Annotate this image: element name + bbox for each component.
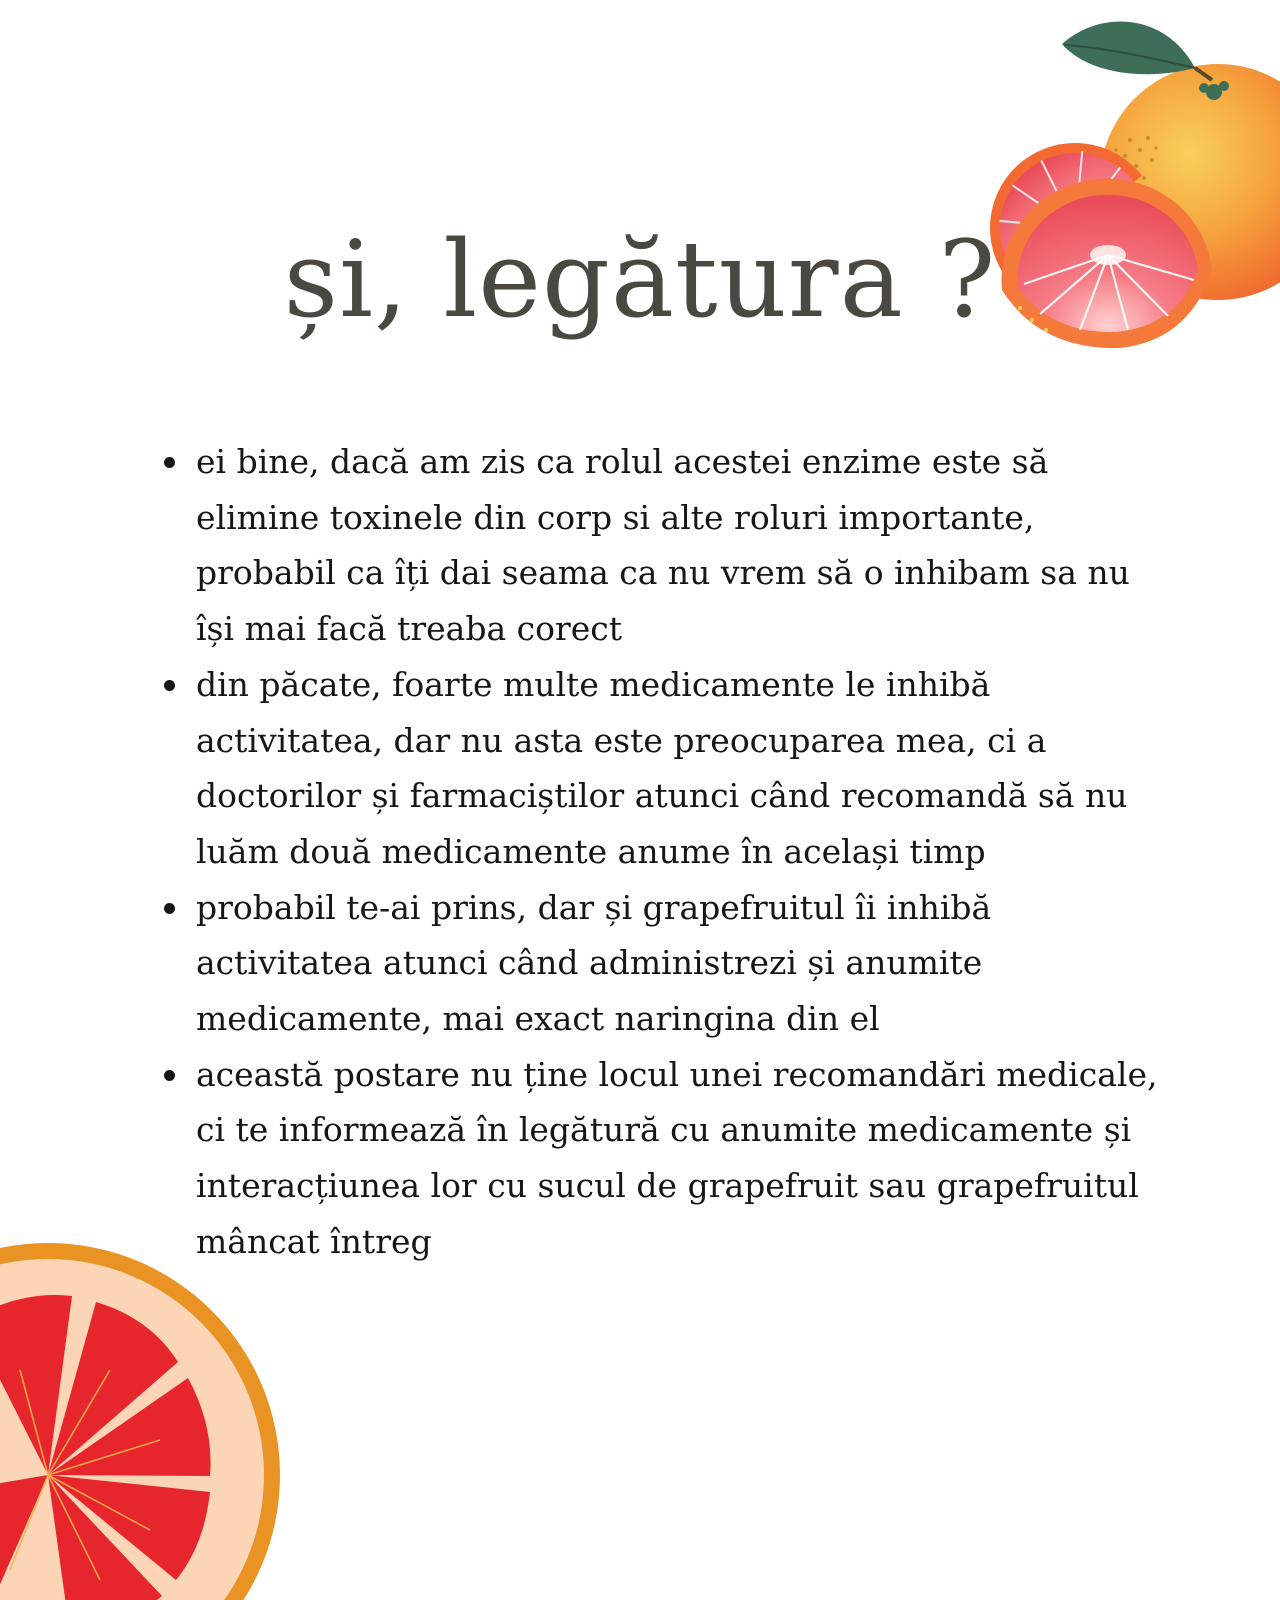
- bullet-dot-icon: [164, 1070, 175, 1081]
- list-item: [160, 434, 1160, 657]
- list-item-text: ei bine, dacă am zis ca rolul acestei enzime este să elimine toxinele din corp si alte roluri importante, probabil ca îți dai seama ca nu vrem să o inhibam sa nu își mai facă treaba corect: [196, 442, 1130, 649]
- list-item-text: probabil te-ai prins, dar și grapefruitul îi inhibă activitatea atunci când administrezi și anumite medicamente, mai exact naringina din el: [196, 887, 992, 1039]
- bullet-list: [160, 434, 1160, 1270]
- list-item-text: această postare nu ține locul unei recomandări medicale, ci te informează în legătură cu anumite medicamente și interacțiunea lor cu sucul de grapefruit sau grapefruitul mâncat întreg: [196, 1054, 1158, 1261]
- list-item: [160, 1047, 1160, 1270]
- list-item: [160, 657, 1160, 880]
- page-title: și, legătura ?: [283, 218, 997, 341]
- bullet-dot-icon: [164, 457, 175, 468]
- list-item: [160, 880, 1160, 1047]
- bullet-dot-icon: [164, 903, 175, 914]
- bullet-dot-icon: [164, 680, 175, 691]
- grapefruit-slice-icon: [0, 1230, 290, 1600]
- list-item-text: din păcate, foarte multe medicamente le inhibă activitatea, dar nu asta este preocuparea mea, ci a doctorilor și farmaciștilor atunci când recomandă să nu luăm două medicamente anume în același timp: [196, 664, 1128, 871]
